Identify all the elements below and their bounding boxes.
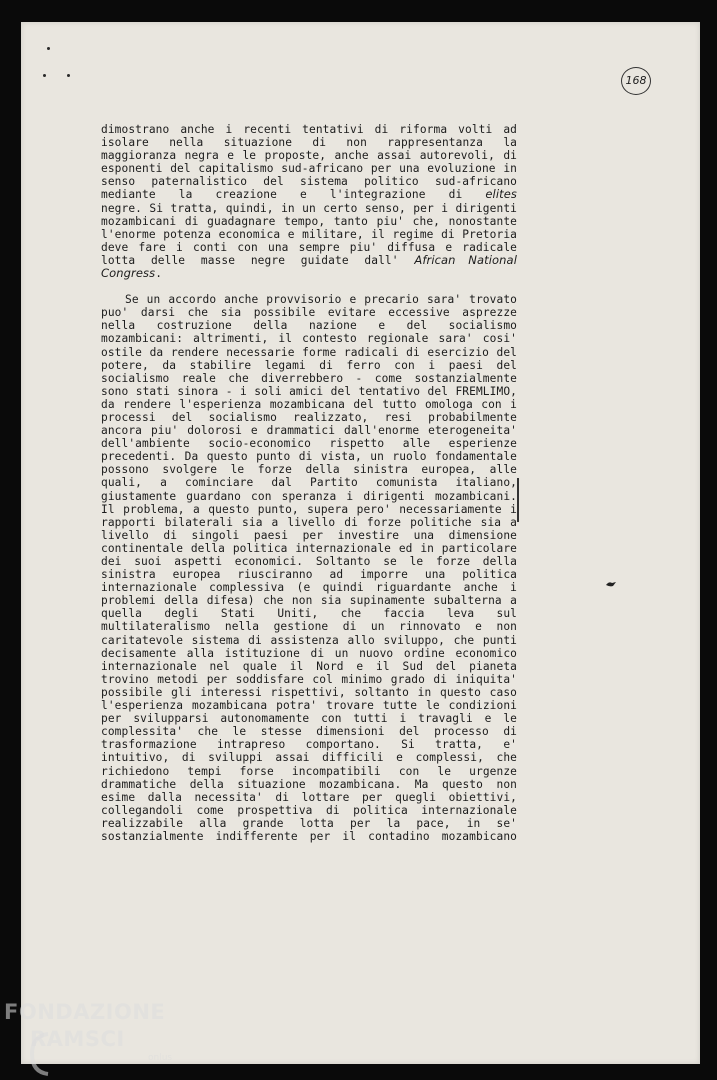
text-line: sinistra europea riusciranno ad imporre una politica: [101, 568, 517, 582]
pencil-mark: [605, 580, 617, 588]
scan-speck: [67, 74, 70, 77]
italic-term: elites: [485, 187, 517, 202]
text-line: l'esperienza mozambicana potra' trovare tutte le condizioni: [101, 699, 517, 713]
text-line: processi del socialismo realizzato, resi probabilmente: [101, 410, 517, 424]
text-line: trovino metodi per soddisfare col minimo grado di iniquita': [101, 672, 517, 686]
text-line: possono svolgere le forze della sinistra europea, alle: [101, 463, 517, 477]
text-line: collegandoli come prospettiva di politica internazionale: [101, 803, 517, 817]
text-line: drammatiche della situazione mozambicana. Ma questo non: [101, 777, 517, 791]
text-line: precedenti. Da questo punto di vista, un ruolo fondamentale: [101, 450, 517, 464]
scan-speck: [43, 74, 46, 77]
scan-speck: [47, 47, 50, 50]
margin-mark: [517, 478, 519, 522]
text-line: richiedono tempi forse incompatibili con le urgenze: [101, 764, 517, 778]
italic-term: African National: [414, 252, 517, 267]
text-line: livello di singoli paesi per investire una dimensione: [101, 528, 517, 542]
paragraph-1: [101, 123, 517, 280]
text-line: mediante la creazione e l'integrazione di elites: [101, 187, 517, 202]
paragraph-2: [101, 293, 517, 843]
text-line: internazionale complessiva (e quindi riguardante anche i: [101, 581, 517, 595]
watermark-text: RAMSCI: [30, 1027, 125, 1051]
text-line: da rendere l'esperienza mozambicana del tutto omologa con i: [101, 397, 517, 411]
text-line: ostile da rendere necessarie forme radicali di esercizio del: [101, 345, 517, 359]
text-line: mozambicani di guadagnare tempo, tanto piu' che, nonostante: [101, 214, 517, 228]
text-line: continentale della politica internazionale ed in particolare: [101, 541, 517, 555]
text-line: senso paternalistico del sistema politico sud-africano: [101, 175, 517, 189]
text-line: quella degli Stati Uniti, che faccia leva sul: [101, 607, 517, 621]
text-line: socialismo reale che diverrebbero - come sostanzialmente: [101, 371, 517, 385]
text-line: maggioranza negra e le proposte, anche assai autorevoli, di: [101, 149, 517, 163]
text-line: dimostrano anche i recenti tentativi di riforma volti ad: [101, 123, 517, 136]
text-line: potere, da stabilire legami di ferro con i paesi del: [101, 358, 517, 372]
text-line: esponenti del capitalismo sud-africano per una evoluzione in: [101, 162, 517, 176]
text-line: decisamente alla istituzione di un nuovo ordine economico: [101, 646, 517, 660]
text-line: dell'ambiente socio-economico rispetto alle esperienze: [101, 437, 517, 451]
text-line: sono stati sinora - i soli amici del tentativo del FREMLIMO,: [101, 384, 517, 398]
watermark-text: FONDAZIONE: [4, 1000, 166, 1024]
text-line: Congress.: [101, 266, 163, 281]
text-line: quali, a cominciare dal Partito comunista italiano,: [101, 476, 517, 490]
text-line: sostanzialmente indifferente per il contadino mozambicano: [101, 829, 517, 843]
text-line: ancora piu' dolorosi e drammatici dall'enorme eterogeneita': [101, 424, 517, 438]
text-line: l'enorme potenza economica e militare, il regime di Pretoria: [101, 227, 517, 241]
text-line: realizzabile alla grande lotta per la pace, in se': [101, 816, 517, 830]
text-line: isolare nella situazione di non rappresentanza la: [101, 136, 517, 150]
text-line: problemi della difesa) che non sia supinamente subalterna a: [101, 594, 517, 608]
text-line: mozambicani: altrimenti, il contesto regionale sara' cosi': [101, 332, 517, 346]
text-line: Se un accordo anche provvisorio e precario sara' trovato: [125, 293, 517, 307]
text-line: dei suoi aspetti economici. Soltanto se le forze della: [101, 555, 517, 568]
text-line: multilateralismo nella gestione di un rinnovato e non: [101, 620, 517, 634]
text-line: giustamente guardano con speranza i dirigenti mozambicani.: [101, 489, 517, 503]
text-line: deve fare i conti con una sempre piu' diffusa e radicale: [101, 240, 517, 254]
italic-term: Congress: [101, 266, 156, 281]
text-line: per svilupparsi autonomamente con tutti i travagli e le: [101, 712, 517, 726]
text-line: lotta delle masse negre guidate dall' African National: [101, 252, 517, 267]
document-body: [101, 123, 517, 843]
text-line: internazionale nel quale il Nord e il Sud del pianeta: [101, 659, 517, 673]
text-line: trasformazione intrapreso comportano. Si tratta, e': [101, 738, 517, 752]
page-number-stamp: 168: [621, 67, 651, 95]
text-line: caritatevole sistema di assistenza allo sviluppo, che punti: [101, 633, 517, 647]
text-line: nella costruzione della nazione e del socialismo: [101, 319, 517, 333]
text-line: possibile gli interessi rispettivi, soltanto in questo caso: [101, 685, 517, 699]
text-line: negre. Si tratta, quindi, in un certo senso, per i dirigenti: [101, 201, 517, 215]
text-line: puo' darsi che sia possibile evitare eccessive asprezze: [101, 306, 517, 320]
text-line: complessita' che le stesse dimensioni del processo di: [101, 725, 517, 739]
text-line: rapporti bilaterali sia a livello di forze politiche sia a: [101, 515, 517, 529]
text-line: Il problema, a questo punto, supera pero' necessariamente i: [101, 502, 517, 516]
text-line: intuitivo, di sviluppi assai difficili e complessi, che: [101, 751, 517, 765]
watermark-text: onlus: [148, 1053, 173, 1063]
text-line: esime dalla necessita' di lottare per quegli obiettivi,: [101, 790, 517, 804]
